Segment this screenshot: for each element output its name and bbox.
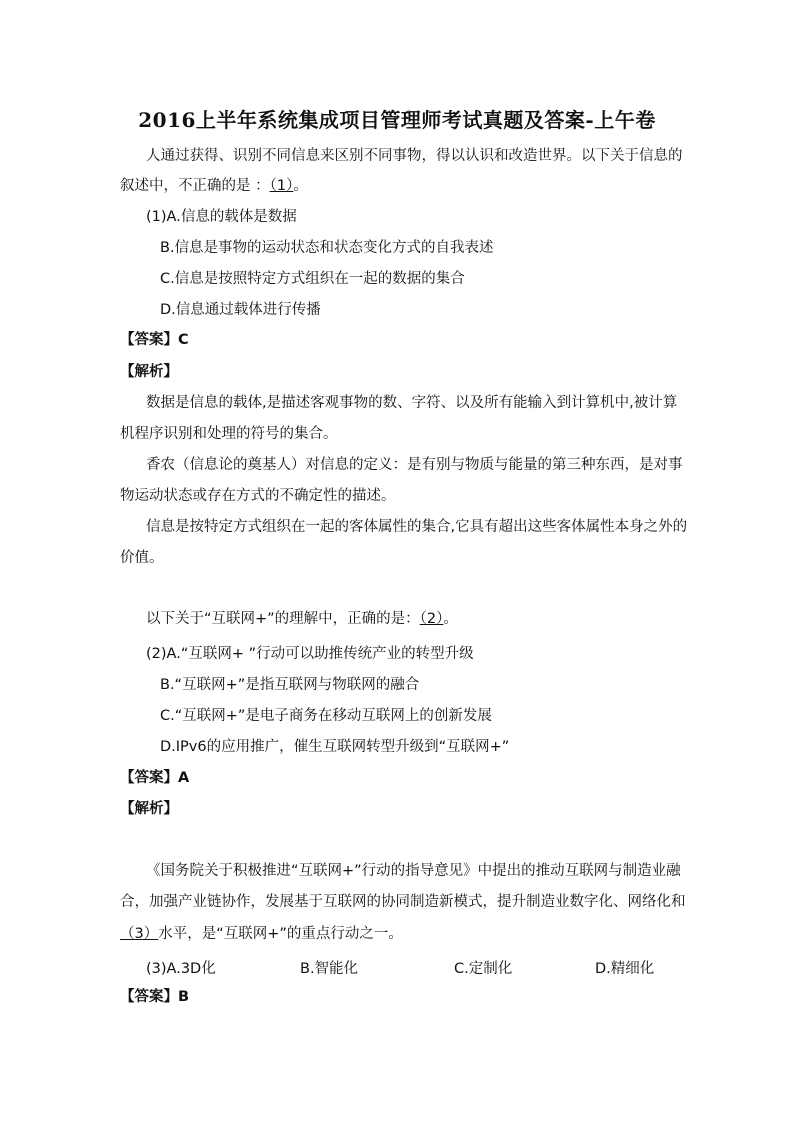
q2-stem-end: 。 (443, 611, 458, 627)
q1-option-d: D.信息通过载体进行传播 (160, 302, 321, 318)
q1-analysis-3b: 价值。 (120, 550, 164, 566)
q3-answer-label: 【答案】 (120, 989, 178, 1005)
q1-stem-line-2 (120, 176, 308, 196)
q3-blank: （3） (120, 926, 159, 942)
q2-answer (120, 768, 189, 788)
q2-answer-value: A (178, 770, 190, 786)
q2-option-c: C.“互联网+”是电子商务在移动互联网上的创新发展 (160, 708, 492, 724)
q3-answer (120, 987, 189, 1007)
q2-option-b: B.“互联网+”是指互联网与物联网的融合 (160, 677, 420, 693)
q1-analysis-3a: 信息是按特定方式组织在一起的客体属性的集合,它具有超出这些客体属性本身之外的 (146, 519, 688, 535)
q1-stem-text: 叙述中，不正确的是 ： (120, 178, 270, 194)
q1-option-a: (1)A.信息的载体是数据 (146, 209, 297, 225)
q1-option-c: C.信息是按照特定方式组织在一起的数据的集合 (160, 271, 465, 287)
q2-analysis-label: 【解析】 (120, 801, 178, 817)
q2-stem (146, 609, 458, 629)
q2-option-a: (2)A.“互联网+ ”行动可以助推传统产业的转型升级 (146, 646, 474, 662)
q3-stem-end: 水平，是“互联网+”的重点行动之一。 (158, 926, 403, 942)
q3-option-c: C.定制化 (454, 961, 513, 977)
q1-answer-label: 【答案】 (120, 332, 178, 348)
q1-analysis-1a: 数据是信息的载体,是描述客观事物的数、字符、以及所有能输入到计算机中,被计算 (146, 395, 678, 411)
q2-stem-text: 以下关于“互联网+”的理解中，正确的是： (146, 611, 420, 627)
q2-blank: （2） (419, 611, 444, 627)
q1-analysis-2a: 香农（信息论的奠基人）对信息的定义：是有别与物质与能量的第三种东西，是对事 (146, 457, 683, 473)
q2-option-d: D.IPv6的应用推广，催生互联网转型升级到“互联网+” (160, 739, 510, 755)
q3-option-b: B.智能化 (300, 961, 359, 977)
q1-analysis-2b: 物运动状态或存在方式的不确定性的描述。 (120, 488, 396, 504)
page-title: 2016上半年系统集成项目管理师考试真题及答案-上午卷 (138, 108, 656, 132)
q1-answer-value: C (178, 332, 189, 348)
q1-answer (120, 330, 189, 350)
q3-stem-line-3 (120, 924, 403, 944)
q3-option-a: (3)A.3D化 (146, 961, 216, 977)
q1-stem-end: 。 (293, 178, 308, 194)
q1-stem-line-1: 人通过获得、识别不同信息来区别不同事物，得以认识和改造世界。以下关于信息的 (146, 148, 683, 164)
q3-stem-line-2: 合，加强产业链协作，发展基于互联网的协同制造新模式，提升制造业数字化、网络化和 (120, 894, 686, 910)
q1-option-b: B.信息是事物的运动状态和状态变化方式的自我表述 (160, 240, 494, 256)
q3-stem-line-1: 《国务院关于积极推进“互联网+”行动的指导意见》中提出的推动互联网与制造业融 (146, 863, 681, 879)
q1-analysis-1b: 机程序识别和处理的符号的集合。 (120, 426, 338, 442)
q1-analysis-label: 【解析】 (120, 364, 178, 380)
q3-answer-value: B (178, 989, 190, 1005)
q3-option-d: D.精细化 (595, 961, 655, 977)
q1-blank: （1） (269, 178, 294, 194)
q2-answer-label: 【答案】 (120, 770, 178, 786)
